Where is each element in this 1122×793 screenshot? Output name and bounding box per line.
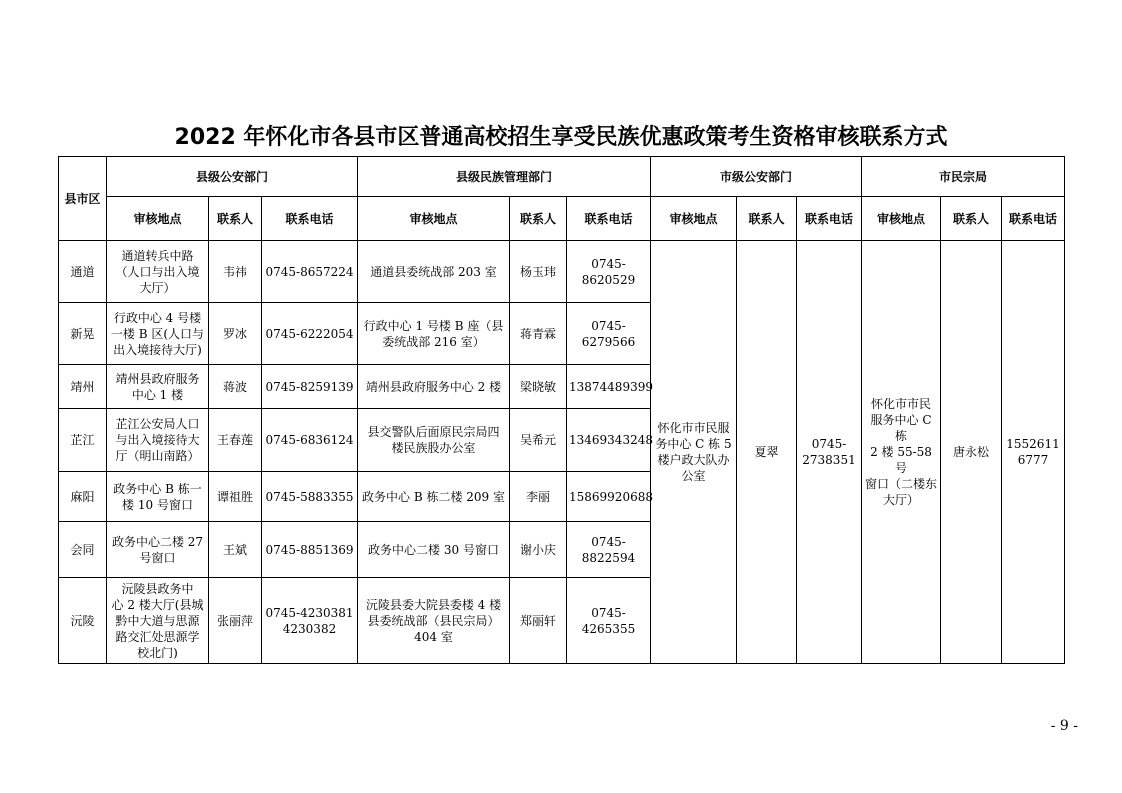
county-cell: 沅陵 — [59, 578, 107, 664]
city-police-location-cell: 怀化市市民服 务中心 C 栋 5 楼户政大队办 公室 — [651, 241, 737, 664]
police-contact-cell: 罗冰 — [209, 303, 262, 365]
ethnic-phone-cell: 13469343248 — [567, 409, 651, 472]
subheader-contact: 联系人 — [209, 197, 262, 241]
ethnic-phone-cell: 15869920688 — [567, 472, 651, 522]
county-cell: 通道 — [59, 241, 107, 303]
police-contact-cell: 韦祎 — [209, 241, 262, 303]
subheader-phone: 联系电话 — [567, 197, 651, 241]
document-title: 2022 年怀化市各县市区普通高校招生享受民族优惠政策考生资格审核联系方式 — [174, 125, 948, 150]
ethnic-location-cell: 政务中心 B 栋二楼 209 室 — [358, 472, 510, 522]
county-cell: 靖州 — [59, 365, 107, 409]
ethnic-contact-cell: 李丽 — [510, 472, 567, 522]
subheader-location: 审核地点 — [358, 197, 510, 241]
police-location-cell: 政务中心二楼 27 号窗口 — [107, 522, 209, 578]
group-header-city-ethnic: 市民宗局 — [862, 157, 1065, 197]
police-location-cell: 政务中心 B 栋一 楼 10 号窗口 — [107, 472, 209, 522]
contact-table — [58, 156, 1065, 664]
ethnic-location-cell: 行政中心 1 号楼 B 座（县 委统战部 216 室） — [358, 303, 510, 365]
city-ethnic-contact-cell: 唐永松 — [941, 241, 1002, 664]
police-phone-cell: 0745-8851369 — [262, 522, 358, 578]
city-police-phone-cell: 0745- 2738351 — [797, 241, 862, 664]
ethnic-phone-cell: 13874489399 — [567, 365, 651, 409]
ethnic-contact-cell: 谢小庆 — [510, 522, 567, 578]
police-phone-cell: 0745-4230381 4230382 — [262, 578, 358, 664]
group-header-county-ethnic: 县级民族管理部门 — [358, 157, 651, 197]
police-contact-cell: 王斌 — [209, 522, 262, 578]
group-header-county-police: 县级公安部门 — [107, 157, 358, 197]
group-header-city-police: 市级公安部门 — [651, 157, 862, 197]
police-phone-cell: 0745-6836124 — [262, 409, 358, 472]
ethnic-location-cell: 政务中心二楼 30 号窗口 — [358, 522, 510, 578]
ethnic-contact-cell: 杨玉玮 — [510, 241, 567, 303]
police-phone-cell: 0745-8657224 — [262, 241, 358, 303]
subheader-phone: 联系电话 — [797, 197, 862, 241]
county-cell: 会同 — [59, 522, 107, 578]
police-location-cell: 通道转兵中路 （人口与出入境 大厅） — [107, 241, 209, 303]
ethnic-contact-cell: 梁晓敏 — [510, 365, 567, 409]
city-ethnic-location-cell: 怀化市市民 服务中心 C 栋 2 楼 55-58 号 窗口（二楼东 大厅） — [862, 241, 941, 664]
ethnic-contact-cell: 郑丽轩 — [510, 578, 567, 664]
county-cell: 麻阳 — [59, 472, 107, 522]
subheader-location: 审核地点 — [651, 197, 737, 241]
ethnic-location-cell: 沅陵县委大院县委楼 4 楼 县委统战部（县民宗局） 404 室 — [358, 578, 510, 664]
police-phone-cell: 0745-5883355 — [262, 472, 358, 522]
police-location-cell: 靖州县政府服务 中心 1 楼 — [107, 365, 209, 409]
ethnic-phone-cell: 0745-8620529 — [567, 241, 651, 303]
ethnic-phone-cell: 0745-6279566 — [567, 303, 651, 365]
ethnic-contact-cell: 蒋青霖 — [510, 303, 567, 365]
county-header: 县市区 — [59, 157, 107, 241]
police-phone-cell: 0745-8259139 — [262, 365, 358, 409]
subheader-location: 审核地点 — [862, 197, 941, 241]
police-location-cell: 沅陵县政务中 心 2 楼大厅(县城 黔中大道与思源 路交汇处思源学 校北门) — [107, 578, 209, 664]
city-police-contact-cell: 夏翠 — [737, 241, 797, 664]
page-number: - 9 - — [1050, 718, 1078, 734]
subheader-contact: 联系人 — [941, 197, 1002, 241]
ethnic-phone-cell: 0745-4265355 — [567, 578, 651, 664]
police-location-cell: 行政中心 4 号楼 一楼 B 区(人口与 出入境接待大厅) — [107, 303, 209, 365]
subheader-phone: 联系电话 — [1002, 197, 1065, 241]
subheader-location: 审核地点 — [107, 197, 209, 241]
police-contact-cell: 蒋波 — [209, 365, 262, 409]
police-contact-cell: 谭祖胜 — [209, 472, 262, 522]
police-contact-cell: 王春莲 — [209, 409, 262, 472]
ethnic-location-cell: 县交警队后面原民宗局四 楼民族股办公室 — [358, 409, 510, 472]
police-phone-cell: 0745-6222054 — [262, 303, 358, 365]
ethnic-phone-cell: 0745-8822594 — [567, 522, 651, 578]
police-location-cell: 芷江公安局人口 与出入境接待大 厅（明山南路） — [107, 409, 209, 472]
ethnic-location-cell: 靖州县政府服务中心 2 楼 — [358, 365, 510, 409]
police-contact-cell: 张丽萍 — [209, 578, 262, 664]
county-cell: 新晃 — [59, 303, 107, 365]
county-cell: 芷江 — [59, 409, 107, 472]
ethnic-contact-cell: 吴希元 — [510, 409, 567, 472]
subheader-phone: 联系电话 — [262, 197, 358, 241]
ethnic-location-cell: 通道县委统战部 203 室 — [358, 241, 510, 303]
city-ethnic-phone-cell: 1552611 6777 — [1002, 241, 1065, 664]
subheader-contact: 联系人 — [737, 197, 797, 241]
subheader-contact: 联系人 — [510, 197, 567, 241]
table-row — [59, 241, 1065, 303]
